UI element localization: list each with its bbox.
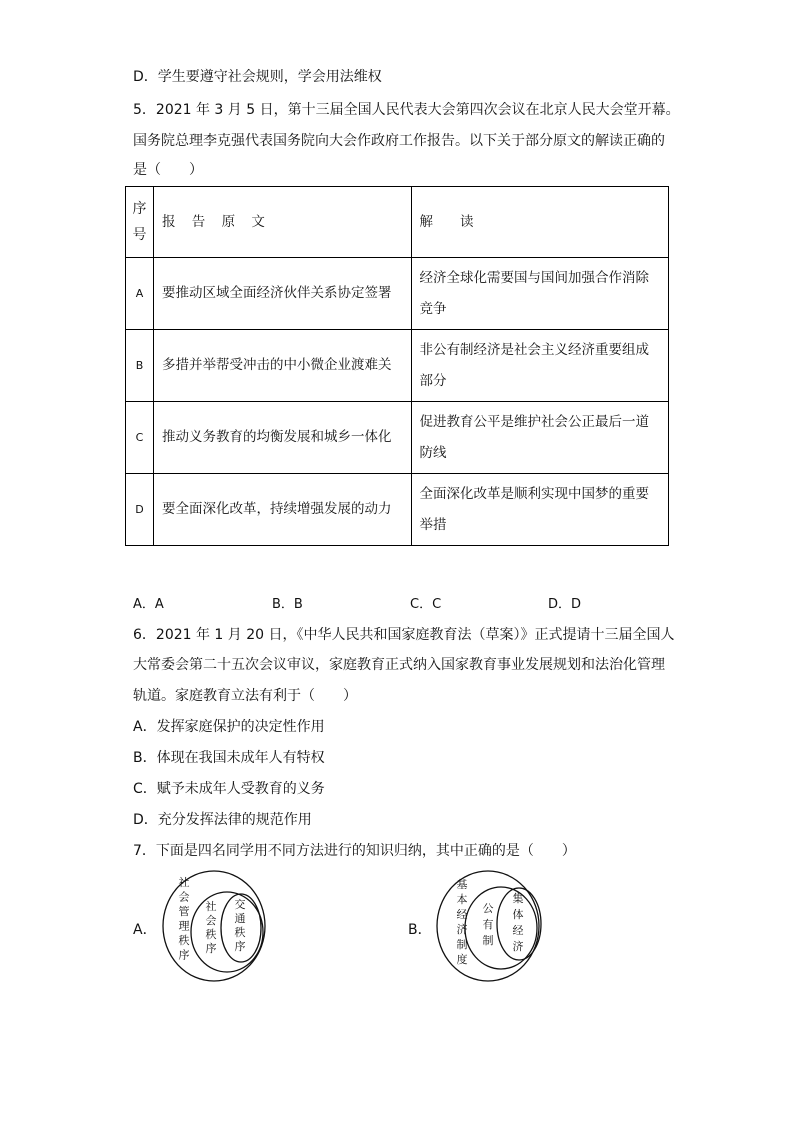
q6-stem-line-2: 大常委会第二十五次会议审议，家庭教育正式纳入国家教育事业发展规划和法治化管理 (133, 657, 665, 673)
table-row (126, 258, 669, 330)
row-label: C (126, 402, 154, 474)
report-table (125, 186, 669, 546)
svg-text:社会管理秩序: 社会管理秩序 (178, 876, 190, 962)
row-interpretation: 全面深化改革是顺利实现中国梦的重要举措 (411, 474, 669, 546)
q5-option-b[interactable]: B．B (272, 597, 303, 612)
header-interpretation: 解 读 (411, 187, 669, 258)
row-original: 要全面深化改革，持续增强发展的动力 (154, 474, 412, 546)
q6-option-a[interactable]: A．发挥家庭保护的决定性作用 (133, 719, 325, 735)
q7-diagram-b (435, 870, 545, 982)
table-row (126, 330, 669, 402)
row-label: A (126, 258, 154, 330)
svg-text:公有制: 公有制 (482, 902, 494, 947)
row-interpretation: 促进教育公平是维护社会公正最后一道防线 (411, 402, 669, 474)
q6-option-d[interactable]: D．充分发挥法律的规范作用 (133, 812, 312, 828)
svg-text:基本经济制度: 基本经济制度 (456, 878, 468, 966)
q7-diagram-a (162, 870, 272, 982)
q6-stem-line-1: 6．2021 年 1 月 20 日，《中华人民共和国家庭教育法（草案）》正式提请十三届全国人 (133, 627, 675, 643)
row-interpretation: 非公有制经济是社会主义经济重要组成部分 (411, 330, 669, 402)
q6-stem-line-3: 轨道。家庭教育立法有利于（ ） (133, 688, 357, 704)
table-row (126, 402, 669, 474)
table-row (126, 474, 669, 546)
q5-option-d[interactable]: D．D (548, 597, 582, 612)
q5-option-a[interactable]: A．A (133, 597, 164, 612)
q6-option-c[interactable]: C．赋予未成年人受教育的义务 (133, 781, 325, 797)
q6-option-b[interactable]: B．体现在我国未成年人有特权 (133, 750, 325, 766)
diagram-b-inner-label (513, 891, 524, 953)
row-interpretation: 经济全球化需要国与国间加强合作消除竞争 (411, 258, 669, 330)
row-label: B (126, 330, 154, 402)
svg-text:集体经济: 集体经济 (512, 892, 524, 953)
row-original: 多措并举帮受冲击的中小微企业渡难关 (154, 330, 412, 402)
row-original: 推动义务教育的均衡发展和城乡一体化 (154, 402, 412, 474)
diagram-a-middle-label (206, 899, 217, 955)
q7-stem: 7．下面是四名同学用不同方法进行的知识归纳，其中正确的是（ ） (133, 843, 576, 859)
row-label: D (126, 474, 154, 546)
row-original: 要推动区域全面经济伙伴关系协定签署 (154, 258, 412, 330)
q5-stem-line-1: 5．2021 年 3 月 5 日，第十三届全国人民代表大会第四次会议在北京人民大会堂开幕。 (133, 102, 680, 118)
q5-stem-line-2: 国务院总理李克强代表国务院向大会作政府工作报告。以下关于部分原文的解读正确的 (133, 133, 665, 149)
q7-option-a-label[interactable]: A． (133, 922, 157, 938)
header-index: 序 号 (126, 187, 154, 258)
diagram-a-outer-label (179, 875, 190, 962)
header-original: 报 告 原 文 (154, 187, 412, 258)
q5-option-c[interactable]: C．C (410, 597, 442, 612)
q4-option-d: D．学生要遵守社会规则，学会用法维权 (133, 69, 382, 85)
q7-option-b-label[interactable]: B． (408, 922, 432, 938)
q5-stem-line-3: 是（ ） (133, 162, 203, 178)
svg-text:社会秩序: 社会秩序 (205, 900, 217, 955)
diagram-b-middle-label (483, 902, 494, 947)
svg-text:交通秩序: 交通秩序 (234, 898, 246, 953)
table-header-row (126, 187, 669, 258)
diagram-a-inner-label (235, 897, 246, 953)
